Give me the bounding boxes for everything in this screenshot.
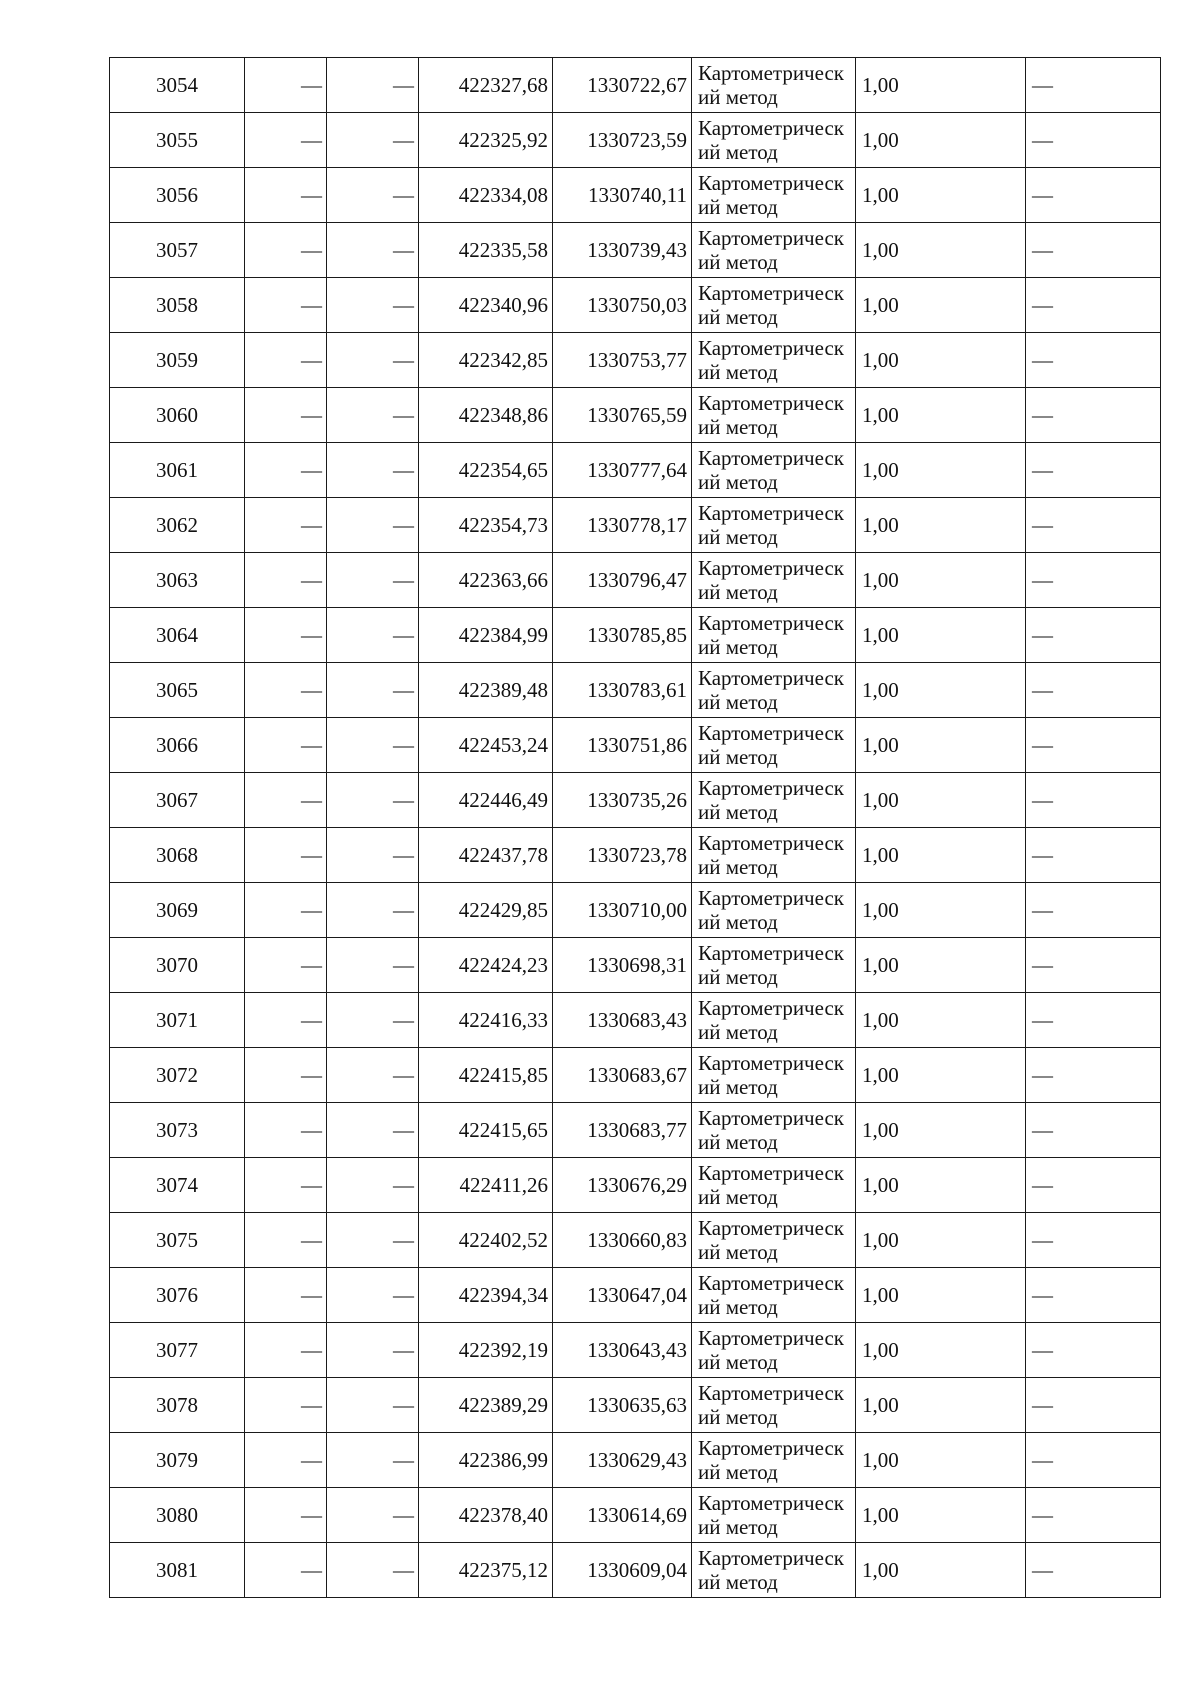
point-number-cell: 3073 <box>110 1103 245 1158</box>
empty-value-cell: — <box>245 113 327 168</box>
empty-value-cell: — <box>327 883 419 938</box>
y-coordinate-cell: 1330796,47 <box>553 553 692 608</box>
table-row <box>110 1543 1161 1598</box>
description-cell: — <box>1026 553 1161 608</box>
empty-value-cell: — <box>327 1158 419 1213</box>
y-coordinate-cell: 1330710,00 <box>553 883 692 938</box>
method-cell: Картометрический метод <box>692 1103 856 1158</box>
x-coordinate-cell: 422354,73 <box>419 498 553 553</box>
point-number-cell: 3076 <box>110 1268 245 1323</box>
y-coordinate-cell: 1330723,59 <box>553 113 692 168</box>
x-coordinate-cell: 422389,48 <box>419 663 553 718</box>
empty-value-cell: — <box>327 58 419 113</box>
x-coordinate-cell: 422415,85 <box>419 1048 553 1103</box>
description-cell: — <box>1026 773 1161 828</box>
empty-value-cell: — <box>245 883 327 938</box>
table-row <box>110 883 1161 938</box>
point-number-cell: 3077 <box>110 1323 245 1378</box>
method-cell: Картометрический метод <box>692 773 856 828</box>
point-number-cell: 3071 <box>110 993 245 1048</box>
description-cell: — <box>1026 938 1161 993</box>
y-coordinate-cell: 1330735,26 <box>553 773 692 828</box>
description-cell: — <box>1026 608 1161 663</box>
accuracy-cell: 1,00 <box>856 553 1026 608</box>
accuracy-cell: 1,00 <box>856 1048 1026 1103</box>
accuracy-cell: 1,00 <box>856 1268 1026 1323</box>
description-cell: — <box>1026 828 1161 883</box>
y-coordinate-cell: 1330777,64 <box>553 443 692 498</box>
point-number-cell: 3080 <box>110 1488 245 1543</box>
empty-value-cell: — <box>327 1433 419 1488</box>
description-cell: — <box>1026 498 1161 553</box>
table-row <box>110 58 1161 113</box>
accuracy-cell: 1,00 <box>856 883 1026 938</box>
table-row <box>110 498 1161 553</box>
y-coordinate-cell: 1330778,17 <box>553 498 692 553</box>
description-cell: — <box>1026 1378 1161 1433</box>
empty-value-cell: — <box>245 553 327 608</box>
y-coordinate-cell: 1330609,04 <box>553 1543 692 1598</box>
table-row <box>110 553 1161 608</box>
empty-value-cell: — <box>245 388 327 443</box>
y-coordinate-cell: 1330785,85 <box>553 608 692 663</box>
method-cell: Картометрический метод <box>692 553 856 608</box>
point-number-cell: 3054 <box>110 58 245 113</box>
y-coordinate-cell: 1330698,31 <box>553 938 692 993</box>
x-coordinate-cell: 422394,34 <box>419 1268 553 1323</box>
accuracy-cell: 1,00 <box>856 498 1026 553</box>
empty-value-cell: — <box>327 718 419 773</box>
empty-value-cell: — <box>245 1048 327 1103</box>
accuracy-cell: 1,00 <box>856 278 1026 333</box>
description-cell: — <box>1026 993 1161 1048</box>
table-row <box>110 1048 1161 1103</box>
point-number-cell: 3061 <box>110 443 245 498</box>
accuracy-cell: 1,00 <box>856 608 1026 663</box>
accuracy-cell: 1,00 <box>856 718 1026 773</box>
description-cell: — <box>1026 1323 1161 1378</box>
point-number-cell: 3057 <box>110 223 245 278</box>
x-coordinate-cell: 422416,33 <box>419 993 553 1048</box>
y-coordinate-cell: 1330751,86 <box>553 718 692 773</box>
method-cell: Картометрический метод <box>692 333 856 388</box>
empty-value-cell: — <box>245 1323 327 1378</box>
coordinates-table-body <box>110 58 1161 1598</box>
empty-value-cell: — <box>327 1323 419 1378</box>
x-coordinate-cell: 422437,78 <box>419 828 553 883</box>
accuracy-cell: 1,00 <box>856 58 1026 113</box>
table-row <box>110 333 1161 388</box>
table-row <box>110 718 1161 773</box>
empty-value-cell: — <box>245 1158 327 1213</box>
empty-value-cell: — <box>327 113 419 168</box>
table-row <box>110 1323 1161 1378</box>
x-coordinate-cell: 422348,86 <box>419 388 553 443</box>
table-row <box>110 1433 1161 1488</box>
table-row <box>110 828 1161 883</box>
method-cell: Картометрический метод <box>692 1323 856 1378</box>
method-cell: Картометрический метод <box>692 993 856 1048</box>
method-cell: Картометрический метод <box>692 443 856 498</box>
description-cell: — <box>1026 168 1161 223</box>
point-number-cell: 3062 <box>110 498 245 553</box>
method-cell: Картометрический метод <box>692 1048 856 1103</box>
method-cell: Картометрический метод <box>692 663 856 718</box>
y-coordinate-cell: 1330683,43 <box>553 993 692 1048</box>
empty-value-cell: — <box>327 663 419 718</box>
method-cell: Картометрический метод <box>692 718 856 773</box>
point-number-cell: 3074 <box>110 1158 245 1213</box>
accuracy-cell: 1,00 <box>856 388 1026 443</box>
y-coordinate-cell: 1330614,69 <box>553 1488 692 1543</box>
table-row <box>110 223 1161 278</box>
description-cell: — <box>1026 388 1161 443</box>
point-number-cell: 3072 <box>110 1048 245 1103</box>
accuracy-cell: 1,00 <box>856 223 1026 278</box>
y-coordinate-cell: 1330683,77 <box>553 1103 692 1158</box>
method-cell: Картометрический метод <box>692 1433 856 1488</box>
x-coordinate-cell: 422340,96 <box>419 278 553 333</box>
point-number-cell: 3078 <box>110 1378 245 1433</box>
description-cell: — <box>1026 1213 1161 1268</box>
description-cell: — <box>1026 58 1161 113</box>
accuracy-cell: 1,00 <box>856 1213 1026 1268</box>
empty-value-cell: — <box>327 168 419 223</box>
method-cell: Картометрический метод <box>692 168 856 223</box>
y-coordinate-cell: 1330783,61 <box>553 663 692 718</box>
table-row <box>110 1158 1161 1213</box>
x-coordinate-cell: 422375,12 <box>419 1543 553 1598</box>
table-row <box>110 663 1161 718</box>
table-row <box>110 113 1161 168</box>
empty-value-cell: — <box>245 663 327 718</box>
description-cell: — <box>1026 278 1161 333</box>
x-coordinate-cell: 422392,19 <box>419 1323 553 1378</box>
empty-value-cell: — <box>245 443 327 498</box>
empty-value-cell: — <box>245 718 327 773</box>
x-coordinate-cell: 422327,68 <box>419 58 553 113</box>
description-cell: — <box>1026 718 1161 773</box>
method-cell: Картометрический метод <box>692 223 856 278</box>
x-coordinate-cell: 422334,08 <box>419 168 553 223</box>
x-coordinate-cell: 422386,99 <box>419 1433 553 1488</box>
accuracy-cell: 1,00 <box>856 1488 1026 1543</box>
point-number-cell: 3070 <box>110 938 245 993</box>
table-row <box>110 1488 1161 1543</box>
empty-value-cell: — <box>327 1543 419 1598</box>
x-coordinate-cell: 422415,65 <box>419 1103 553 1158</box>
empty-value-cell: — <box>245 1103 327 1158</box>
x-coordinate-cell: 422342,85 <box>419 333 553 388</box>
y-coordinate-cell: 1330750,03 <box>553 278 692 333</box>
empty-value-cell: — <box>245 58 327 113</box>
table-row <box>110 1378 1161 1433</box>
empty-value-cell: — <box>245 498 327 553</box>
y-coordinate-cell: 1330635,63 <box>553 1378 692 1433</box>
description-cell: — <box>1026 113 1161 168</box>
empty-value-cell: — <box>245 223 327 278</box>
y-coordinate-cell: 1330647,04 <box>553 1268 692 1323</box>
x-coordinate-cell: 422378,40 <box>419 1488 553 1543</box>
empty-value-cell: — <box>245 1488 327 1543</box>
point-number-cell: 3055 <box>110 113 245 168</box>
table-row <box>110 1268 1161 1323</box>
description-cell: — <box>1026 443 1161 498</box>
y-coordinate-cell: 1330753,77 <box>553 333 692 388</box>
point-number-cell: 3081 <box>110 1543 245 1598</box>
point-number-cell: 3063 <box>110 553 245 608</box>
method-cell: Картометрический метод <box>692 278 856 333</box>
y-coordinate-cell: 1330660,83 <box>553 1213 692 1268</box>
point-number-cell: 3058 <box>110 278 245 333</box>
x-coordinate-cell: 422335,58 <box>419 223 553 278</box>
empty-value-cell: — <box>327 333 419 388</box>
x-coordinate-cell: 422411,26 <box>419 1158 553 1213</box>
table-row <box>110 1103 1161 1158</box>
empty-value-cell: — <box>327 553 419 608</box>
method-cell: Картометрический метод <box>692 938 856 993</box>
accuracy-cell: 1,00 <box>856 333 1026 388</box>
point-number-cell: 3075 <box>110 1213 245 1268</box>
y-coordinate-cell: 1330765,59 <box>553 388 692 443</box>
point-number-cell: 3059 <box>110 333 245 388</box>
method-cell: Картометрический метод <box>692 1268 856 1323</box>
y-coordinate-cell: 1330740,11 <box>553 168 692 223</box>
x-coordinate-cell: 422446,49 <box>419 773 553 828</box>
empty-value-cell: — <box>245 1268 327 1323</box>
y-coordinate-cell: 1330643,43 <box>553 1323 692 1378</box>
description-cell: — <box>1026 223 1161 278</box>
description-cell: — <box>1026 1268 1161 1323</box>
x-coordinate-cell: 422363,66 <box>419 553 553 608</box>
empty-value-cell: — <box>327 828 419 883</box>
empty-value-cell: — <box>327 1103 419 1158</box>
description-cell: — <box>1026 1158 1161 1213</box>
coordinates-table <box>109 57 1161 1598</box>
point-number-cell: 3064 <box>110 608 245 663</box>
empty-value-cell: — <box>245 993 327 1048</box>
y-coordinate-cell: 1330676,29 <box>553 1158 692 1213</box>
y-coordinate-cell: 1330723,78 <box>553 828 692 883</box>
point-number-cell: 3067 <box>110 773 245 828</box>
x-coordinate-cell: 422429,85 <box>419 883 553 938</box>
table-row <box>110 608 1161 663</box>
accuracy-cell: 1,00 <box>856 1323 1026 1378</box>
point-number-cell: 3065 <box>110 663 245 718</box>
accuracy-cell: 1,00 <box>856 663 1026 718</box>
description-cell: — <box>1026 1103 1161 1158</box>
empty-value-cell: — <box>327 1378 419 1433</box>
description-cell: — <box>1026 883 1161 938</box>
empty-value-cell: — <box>327 223 419 278</box>
accuracy-cell: 1,00 <box>856 938 1026 993</box>
method-cell: Картометрический метод <box>692 388 856 443</box>
x-coordinate-cell: 422453,24 <box>419 718 553 773</box>
y-coordinate-cell: 1330739,43 <box>553 223 692 278</box>
table-row <box>110 938 1161 993</box>
table-row <box>110 168 1161 223</box>
method-cell: Картометрический метод <box>692 1488 856 1543</box>
method-cell: Картометрический метод <box>692 1543 856 1598</box>
empty-value-cell: — <box>327 278 419 333</box>
point-number-cell: 3056 <box>110 168 245 223</box>
table-row <box>110 993 1161 1048</box>
accuracy-cell: 1,00 <box>856 443 1026 498</box>
x-coordinate-cell: 422424,23 <box>419 938 553 993</box>
accuracy-cell: 1,00 <box>856 773 1026 828</box>
empty-value-cell: — <box>245 168 327 223</box>
empty-value-cell: — <box>327 1213 419 1268</box>
method-cell: Картометрический метод <box>692 1158 856 1213</box>
empty-value-cell: — <box>327 388 419 443</box>
empty-value-cell: — <box>245 1433 327 1488</box>
accuracy-cell: 1,00 <box>856 993 1026 1048</box>
point-number-cell: 3068 <box>110 828 245 883</box>
empty-value-cell: — <box>245 1378 327 1433</box>
point-number-cell: 3079 <box>110 1433 245 1488</box>
y-coordinate-cell: 1330629,43 <box>553 1433 692 1488</box>
empty-value-cell: — <box>327 938 419 993</box>
accuracy-cell: 1,00 <box>856 1158 1026 1213</box>
empty-value-cell: — <box>327 1048 419 1103</box>
x-coordinate-cell: 422402,52 <box>419 1213 553 1268</box>
y-coordinate-cell: 1330722,67 <box>553 58 692 113</box>
table-row <box>110 1213 1161 1268</box>
accuracy-cell: 1,00 <box>856 1103 1026 1158</box>
empty-value-cell: — <box>245 333 327 388</box>
empty-value-cell: — <box>327 993 419 1048</box>
method-cell: Картометрический метод <box>692 883 856 938</box>
method-cell: Картометрический метод <box>692 1378 856 1433</box>
x-coordinate-cell: 422354,65 <box>419 443 553 498</box>
accuracy-cell: 1,00 <box>856 168 1026 223</box>
empty-value-cell: — <box>327 608 419 663</box>
accuracy-cell: 1,00 <box>856 113 1026 168</box>
method-cell: Картометрический метод <box>692 828 856 883</box>
description-cell: — <box>1026 1488 1161 1543</box>
point-number-cell: 3069 <box>110 883 245 938</box>
description-cell: — <box>1026 1543 1161 1598</box>
accuracy-cell: 1,00 <box>856 1433 1026 1488</box>
table-row <box>110 388 1161 443</box>
empty-value-cell: — <box>327 1488 419 1543</box>
accuracy-cell: 1,00 <box>856 1378 1026 1433</box>
point-number-cell: 3066 <box>110 718 245 773</box>
description-cell: — <box>1026 1048 1161 1103</box>
empty-value-cell: — <box>327 498 419 553</box>
empty-value-cell: — <box>245 608 327 663</box>
empty-value-cell: — <box>327 1268 419 1323</box>
empty-value-cell: — <box>327 443 419 498</box>
y-coordinate-cell: 1330683,67 <box>553 1048 692 1103</box>
description-cell: — <box>1026 333 1161 388</box>
empty-value-cell: — <box>245 278 327 333</box>
x-coordinate-cell: 422384,99 <box>419 608 553 663</box>
accuracy-cell: 1,00 <box>856 1543 1026 1598</box>
method-cell: Картометрический метод <box>692 608 856 663</box>
empty-value-cell: — <box>245 828 327 883</box>
empty-value-cell: — <box>327 773 419 828</box>
method-cell: Картометрический метод <box>692 498 856 553</box>
method-cell: Картометрический метод <box>692 113 856 168</box>
x-coordinate-cell: 422389,29 <box>419 1378 553 1433</box>
empty-value-cell: — <box>245 773 327 828</box>
table-row <box>110 443 1161 498</box>
empty-value-cell: — <box>245 1543 327 1598</box>
description-cell: — <box>1026 1433 1161 1488</box>
x-coordinate-cell: 422325,92 <box>419 113 553 168</box>
point-number-cell: 3060 <box>110 388 245 443</box>
method-cell: Картометрический метод <box>692 1213 856 1268</box>
table-row <box>110 278 1161 333</box>
table-row <box>110 773 1161 828</box>
description-cell: — <box>1026 663 1161 718</box>
empty-value-cell: — <box>245 938 327 993</box>
method-cell: Картометрический метод <box>692 58 856 113</box>
accuracy-cell: 1,00 <box>856 828 1026 883</box>
empty-value-cell: — <box>245 1213 327 1268</box>
